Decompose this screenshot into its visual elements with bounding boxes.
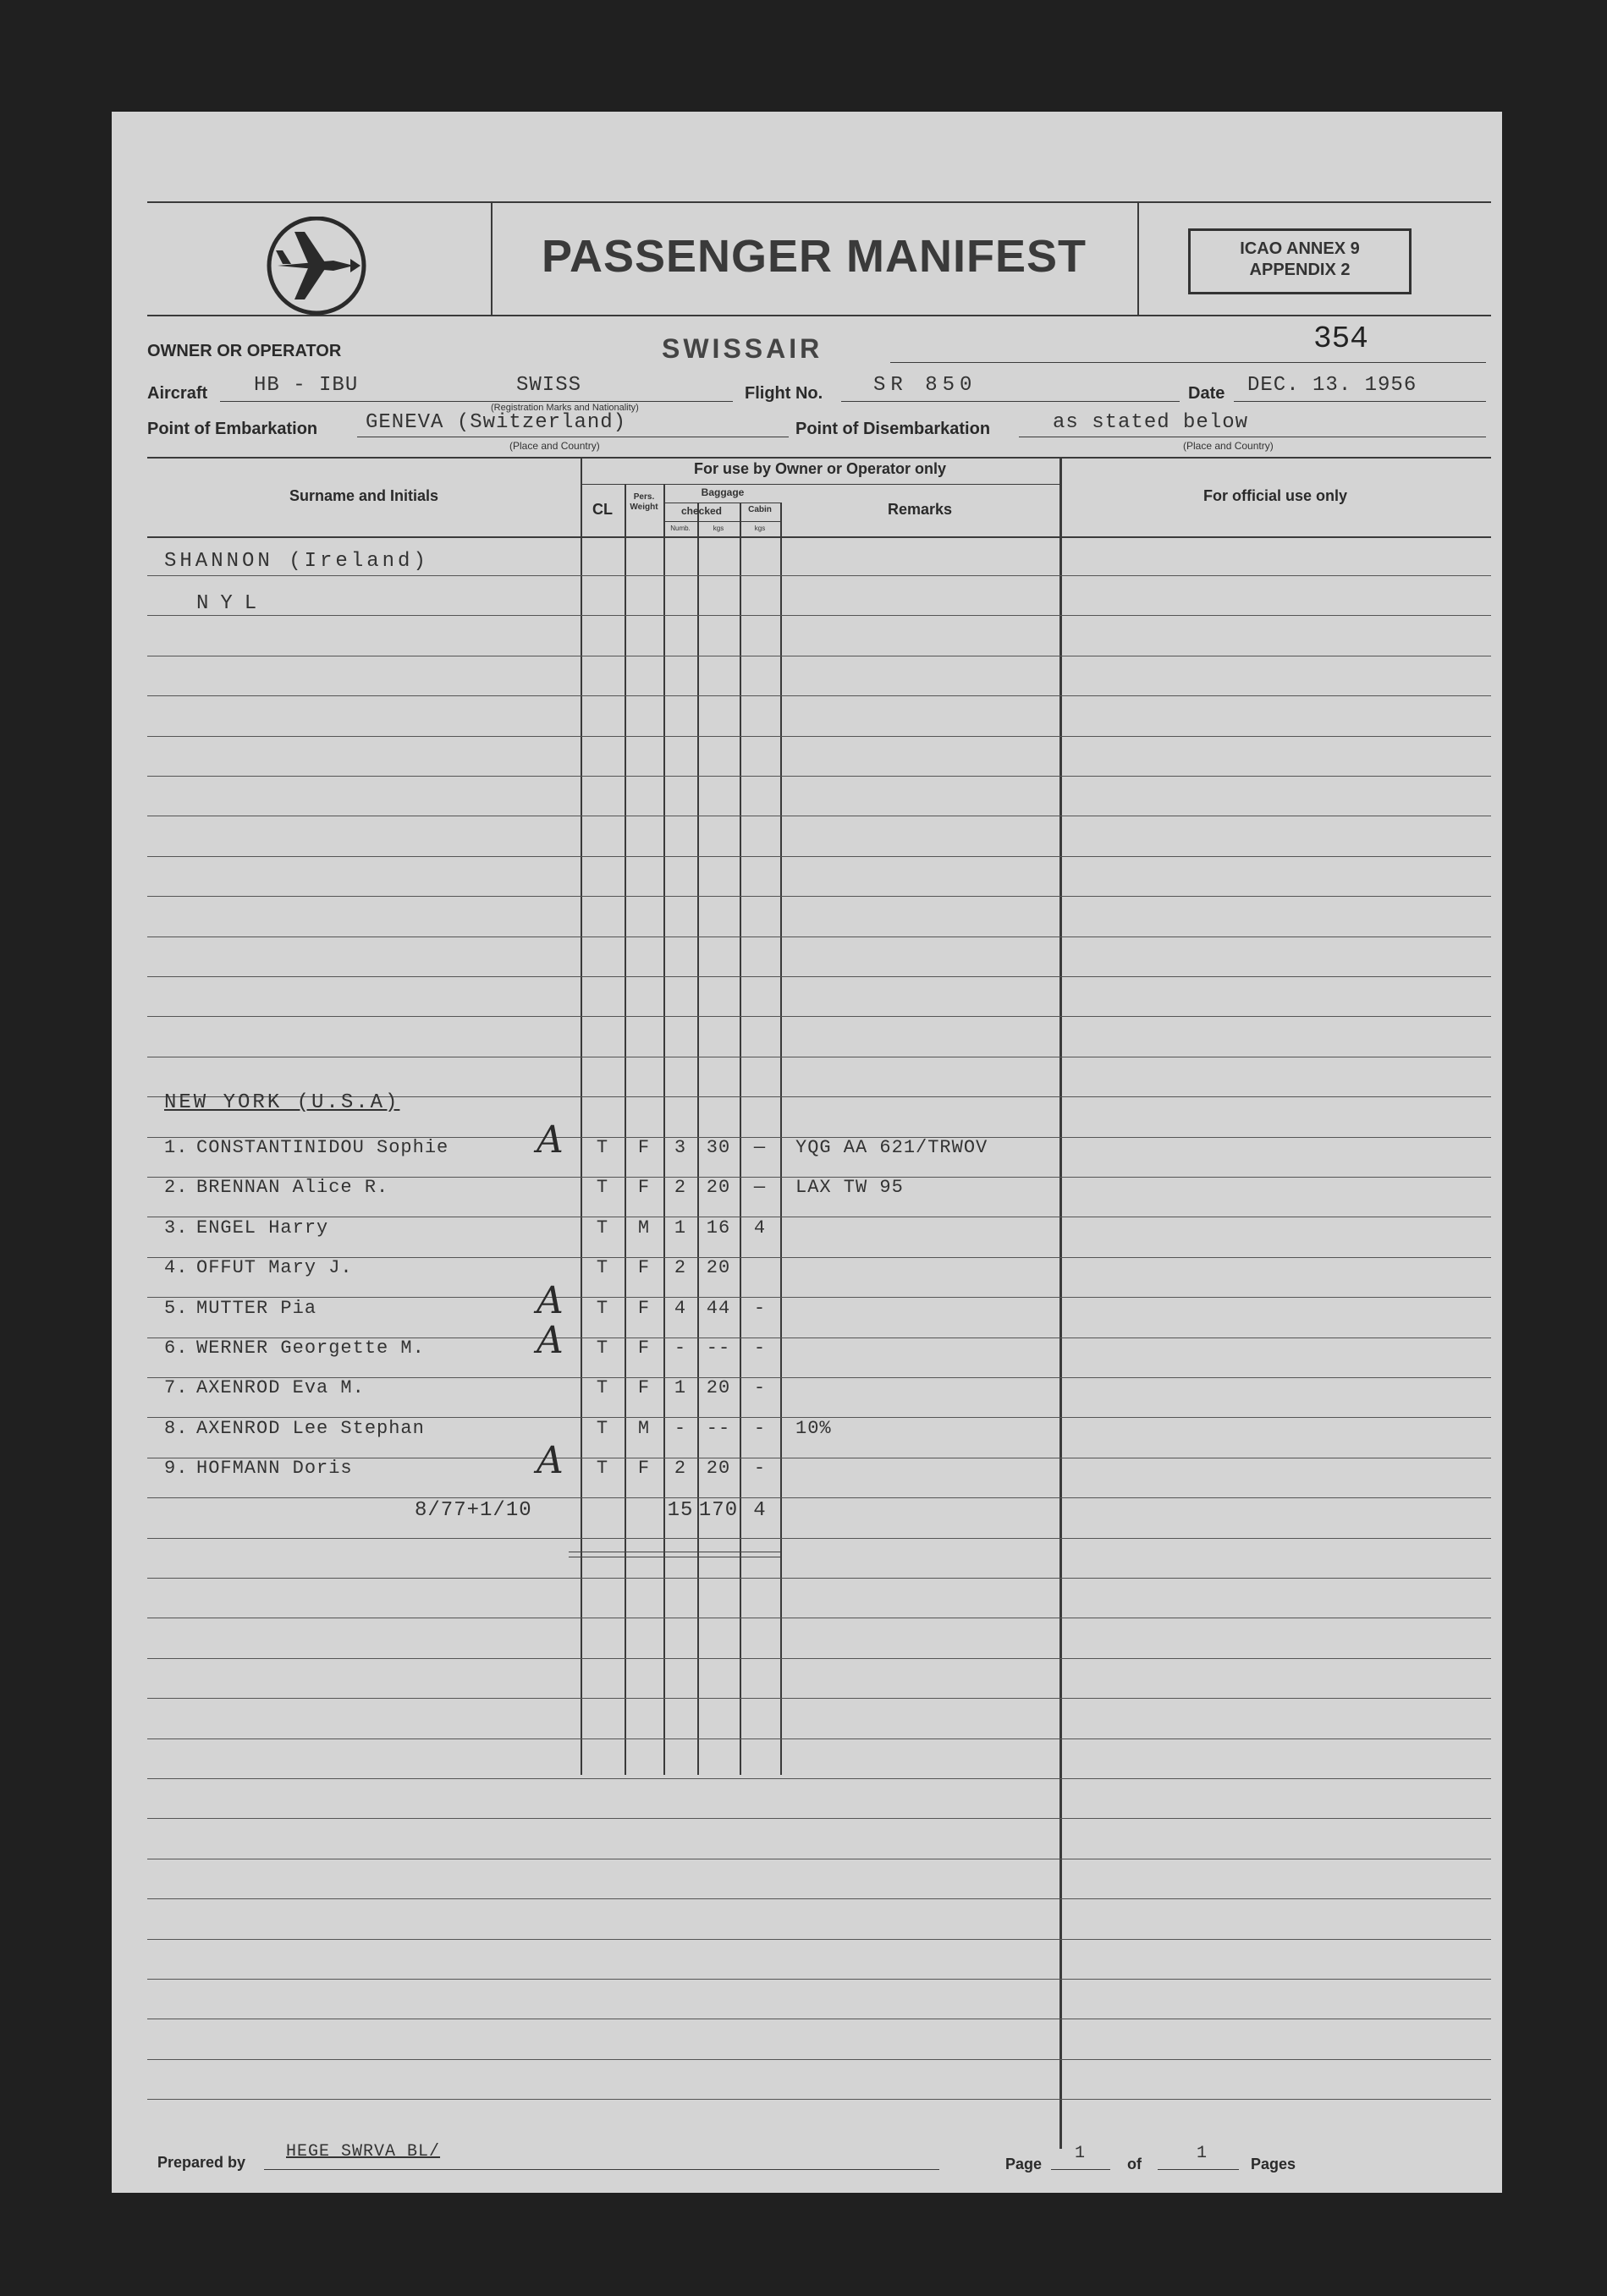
col-operator-use: For use by Owner or Operator only	[693, 460, 947, 477]
passenger-name: OFFUT Mary J.	[196, 1257, 353, 1278]
rule-line	[147, 1578, 1491, 1579]
cabin-kgs: —	[753, 1177, 767, 1198]
total-label: 8/77+1/10	[415, 1499, 532, 1522]
passenger-remarks: YQG AA 621/TRWOV	[795, 1137, 988, 1158]
owner-value: SWISSAIR	[662, 333, 823, 364]
airplane-logo-icon	[266, 217, 367, 318]
passenger-class: T	[596, 1338, 609, 1359]
rule-line	[147, 1898, 1491, 1899]
rule-line	[147, 2059, 1491, 2060]
total-numb: 15	[667, 1499, 694, 1522]
baggage-kgs: 20	[706, 1458, 731, 1479]
baggage-kgs: --	[706, 1418, 731, 1439]
of-label: of	[1127, 2156, 1142, 2172]
of-value: 1	[1197, 2144, 1208, 2163]
rule-line	[147, 1818, 1491, 1819]
handwritten-mark: A	[537, 1439, 564, 1482]
baggage-kgs: 20	[706, 1377, 731, 1398]
aircraft-label: Aircraft	[147, 384, 208, 403]
date-label: Date	[1188, 384, 1225, 403]
rule-line	[147, 1658, 1491, 1659]
passenger-class: T	[596, 1298, 609, 1319]
baggage-number: 1	[674, 1217, 687, 1239]
rule-line	[147, 615, 1491, 616]
col-official: For official use only	[1202, 487, 1348, 504]
passenger-weight: F	[637, 1377, 651, 1398]
embarkation-value: GENEVA (Switzerland)	[366, 411, 627, 434]
rule-line	[147, 575, 1491, 576]
passenger-number: 2.	[164, 1177, 189, 1198]
handwritten-mark: A	[537, 1319, 564, 1362]
baggage-number: 1	[674, 1377, 687, 1398]
cabin-kgs: -	[753, 1458, 767, 1479]
passenger-class: T	[596, 1217, 609, 1239]
rule-line	[147, 1538, 1491, 1539]
col-kgs-checked: kgs	[713, 525, 724, 532]
baggage-number: -	[674, 1338, 687, 1359]
col-baggage: Baggage	[701, 486, 745, 498]
baggage-kgs: 16	[706, 1217, 731, 1239]
embarkation-label: Point of Embarkation	[147, 420, 318, 438]
col-remarks: Remarks	[887, 501, 953, 518]
passenger-class: T	[596, 1257, 609, 1278]
flight-value: SR 850	[873, 374, 977, 397]
baggage-kgs: 20	[706, 1257, 731, 1278]
col-cl: CL	[592, 501, 613, 518]
rule-line	[147, 856, 1491, 857]
passenger-number: 5.	[164, 1298, 189, 1319]
passenger-class: T	[596, 1418, 609, 1439]
passenger-name: BRENNAN Alice R.	[196, 1177, 389, 1198]
baggage-kgs: 20	[706, 1177, 731, 1198]
baggage-kgs: --	[706, 1338, 731, 1359]
passenger-class: T	[596, 1177, 609, 1198]
passenger-number: 4.	[164, 1257, 189, 1278]
col-kgs-cabin: kgs	[754, 525, 766, 532]
disembarkation-value: as stated below	[1053, 411, 1249, 434]
prepared-value: HEGE SWRVA BL/	[286, 2142, 441, 2161]
manifest-sheet	[112, 112, 1502, 2193]
passenger-number: 9.	[164, 1458, 189, 1479]
col-pers-weight: Pers. Weight	[630, 492, 658, 512]
icao-annex-box	[1188, 228, 1412, 294]
rule-line	[147, 896, 1491, 897]
embarkation-caption: (Place and Country)	[509, 440, 600, 452]
passenger-name: CONSTANTINIDOU Sophie	[196, 1137, 449, 1158]
passenger-weight: M	[637, 1217, 651, 1239]
passenger-weight: F	[637, 1177, 651, 1198]
total-kgs: 170	[698, 1499, 739, 1522]
cabin-kgs: -	[753, 1338, 767, 1359]
date-value: DEC. 13. 1956	[1247, 374, 1417, 397]
rule-line	[147, 1939, 1491, 1940]
rule-line	[147, 1016, 1491, 1017]
passenger-number: 6.	[164, 1338, 189, 1359]
passenger-class: T	[596, 1137, 609, 1158]
passenger-name: MUTTER Pia	[196, 1298, 317, 1319]
passenger-name: WERNER Georgette M.	[196, 1338, 425, 1359]
cabin-kgs: —	[753, 1137, 767, 1158]
total-cabin: 4	[753, 1499, 767, 1522]
col-cabin: Cabin	[748, 505, 772, 514]
handwritten-mark: A	[537, 1279, 564, 1322]
rule-line	[147, 1979, 1491, 1980]
passenger-class: T	[596, 1377, 609, 1398]
form-title: PASSENGER MANIFEST	[541, 231, 1087, 282]
aircraft-nationality: SWISS	[516, 374, 582, 397]
owner-label: OWNER OR OPERATOR	[147, 342, 342, 360]
passenger-weight: F	[637, 1298, 651, 1319]
baggage-number: 2	[674, 1458, 687, 1479]
passenger-name: HOFMANN Doris	[196, 1458, 353, 1479]
rule-line	[147, 1738, 1491, 1739]
baggage-number: 4	[674, 1298, 687, 1319]
annex-line2: APPENDIX 2	[1249, 261, 1351, 279]
section-shannon-sub: NYL	[196, 592, 269, 615]
annex-line1: ICAO ANNEX 9	[1240, 239, 1360, 258]
page-value: 1	[1075, 2144, 1087, 2163]
rule-line	[147, 1497, 1491, 1498]
passenger-number: 3.	[164, 1217, 189, 1239]
passenger-weight: M	[637, 1418, 651, 1439]
prepared-label: Prepared by	[157, 2154, 246, 2171]
passenger-weight: F	[637, 1458, 651, 1479]
baggage-kgs: 44	[706, 1298, 731, 1319]
passenger-class: T	[596, 1458, 609, 1479]
passenger-name: AXENROD Eva M.	[196, 1377, 365, 1398]
cabin-kgs: -	[753, 1377, 767, 1398]
cabin-kgs: -	[753, 1298, 767, 1319]
baggage-number: 2	[674, 1177, 687, 1198]
cabin-kgs: -	[753, 1418, 767, 1439]
baggage-kgs: 30	[706, 1137, 731, 1158]
rule-line	[147, 1698, 1491, 1699]
rule-line	[147, 736, 1491, 737]
page-label: Page	[1005, 2156, 1043, 2172]
passenger-remarks: LAX TW 95	[795, 1177, 904, 1198]
flight-label: Flight No.	[745, 384, 823, 403]
section-new-york: NEW YORK (U.S.A)	[164, 1091, 400, 1114]
rule-line	[147, 2099, 1491, 2100]
passenger-name: AXENROD Lee Stephan	[196, 1418, 425, 1439]
passenger-number: 1.	[164, 1137, 189, 1158]
col-surname: Surname and Initials	[289, 487, 439, 504]
passenger-remarks: 10%	[795, 1418, 832, 1439]
rule-line	[147, 1778, 1491, 1779]
baggage-number: 2	[674, 1257, 687, 1278]
baggage-number: 3	[674, 1137, 687, 1158]
disembarkation-label: Point of Disembarkation	[795, 420, 991, 438]
passenger-number: 7.	[164, 1377, 189, 1398]
manifest-number: 354	[1313, 321, 1368, 356]
passenger-name: ENGEL Harry	[196, 1217, 329, 1239]
rule-line	[147, 776, 1491, 777]
col-numb: Numb.	[670, 525, 691, 532]
disembarkation-caption: (Place and Country)	[1183, 440, 1274, 452]
pages-label: Pages	[1251, 2156, 1296, 2172]
passenger-weight: F	[637, 1137, 651, 1158]
section-shannon: SHANNON (Ireland)	[164, 550, 429, 573]
handwritten-mark: A	[537, 1118, 564, 1162]
aircraft-reg: HB - IBU	[254, 374, 359, 397]
passenger-weight: F	[637, 1338, 651, 1359]
passenger-number: 8.	[164, 1418, 189, 1439]
baggage-number: -	[674, 1418, 687, 1439]
rule-line	[147, 695, 1491, 696]
registration-caption: (Registration Marks and Nationality)	[491, 403, 639, 413]
cabin-kgs: 4	[753, 1217, 767, 1239]
rule-line	[147, 976, 1491, 977]
col-checked: checked	[680, 505, 723, 517]
passenger-weight: F	[637, 1257, 651, 1278]
